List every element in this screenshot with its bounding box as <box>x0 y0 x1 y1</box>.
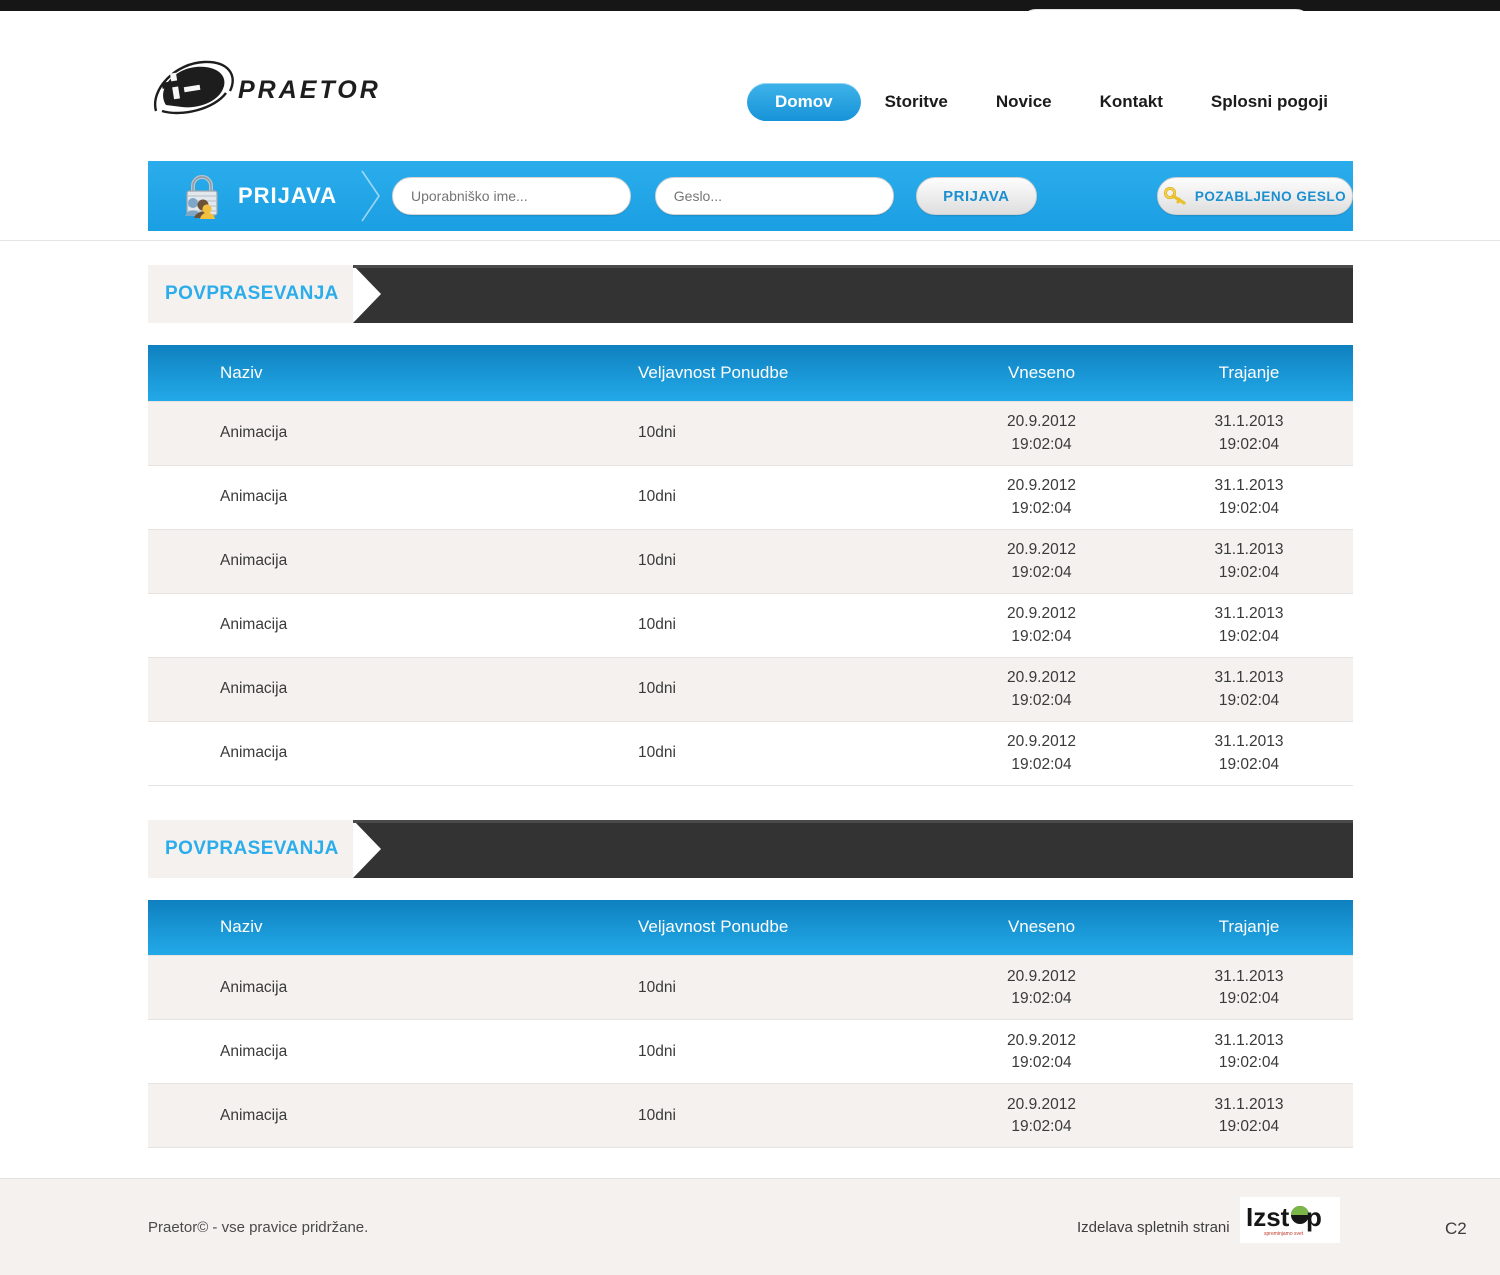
cell-vneseno <box>938 401 1145 465</box>
trajanje-stack <box>1145 1097 1353 1135</box>
col-header-trajanje[interactable]: Trajanje <box>1145 900 1353 956</box>
vneseno-time: 19:02:04 <box>1011 563 1072 581</box>
trajanje-time: 19:02:04 <box>1218 499 1280 517</box>
col-header-vneseno[interactable]: Vneseno <box>938 345 1145 401</box>
cell-vneseno <box>938 529 1145 593</box>
table-header-row <box>148 900 1353 956</box>
col-header-veljavnost[interactable]: Veljavnost Ponudbe <box>566 900 938 956</box>
trajanje-time: 19:02:04 <box>1218 627 1280 645</box>
vneseno-date: 20.9.2012 <box>1007 605 1076 622</box>
password-field-wrapper[interactable] <box>655 177 894 215</box>
vneseno-time: 19:02:04 <box>1011 499 1072 517</box>
vneseno-stack <box>938 414 1145 452</box>
trajanje-time: 19:02:04 <box>1218 990 1280 1007</box>
section-label-2 <box>148 820 353 878</box>
cell-vneseno <box>938 956 1145 1020</box>
vneseno-time: 19:02:04 <box>1011 691 1072 709</box>
vneseno-time: 19:02:04 <box>1011 755 1072 773</box>
cell-vneseno <box>938 1084 1145 1148</box>
trajanje-stack <box>1145 542 1353 580</box>
nav-item-kontakt[interactable]: Kontakt <box>1099 92 1163 111</box>
izstop-logo-icon <box>1244 1200 1336 1240</box>
vneseno-date: 20.9.2012 <box>1007 541 1076 558</box>
trajanje-stack <box>1145 1033 1353 1071</box>
login-bar-title-group <box>148 161 388 231</box>
section-title-1: POVPRASEVANJA <box>165 283 339 304</box>
nav-item-splosni-pogoji[interactable]: Splosni pogoji <box>1210 92 1328 111</box>
svg-text:Izst: Izst <box>1246 1202 1290 1232</box>
login-submit-button[interactable] <box>916 177 1038 215</box>
cell-veljavnost: 10dni <box>566 1020 938 1084</box>
cell-vneseno <box>938 593 1145 657</box>
svg-text:spreminjamo svet: spreminjamo svet <box>1264 1231 1304 1237</box>
chevron-separator-icon <box>360 169 382 223</box>
section-title-2: POVPRASEVANJA <box>165 837 339 859</box>
trajanje-stack <box>1145 969 1353 1007</box>
cell-trajanje <box>1145 1020 1353 1084</box>
cell-trajanje <box>1145 401 1353 465</box>
section-header-1 <box>148 265 1353 323</box>
table-header-row <box>148 345 1353 401</box>
trajanje-time: 19:02:04 <box>1218 435 1280 453</box>
table-row[interactable] <box>148 657 1353 721</box>
key-icon <box>1164 187 1186 205</box>
cell-naziv: Animacija <box>148 593 566 657</box>
password-input[interactable] <box>674 188 875 204</box>
main-nav <box>747 83 1352 121</box>
cell-naziv: Animacija <box>148 1084 566 1148</box>
col-header-naziv[interactable]: Naziv <box>148 900 566 956</box>
cell-veljavnost: 10dni <box>566 956 938 1020</box>
vneseno-date: 20.9.2012 <box>1007 477 1076 494</box>
cell-trajanje <box>1145 529 1353 593</box>
cell-veljavnost: 10dni <box>566 401 938 465</box>
trajanje-date: 31.1.2013 <box>1214 967 1284 985</box>
login-submit-label: PRIJAVA <box>943 187 1010 205</box>
praetor-logo-icon <box>148 59 234 121</box>
trajanje-time: 19:02:04 <box>1218 563 1280 581</box>
site-footer <box>0 1178 1500 1275</box>
vneseno-stack <box>938 606 1145 644</box>
cell-veljavnost: 10dni <box>566 1084 938 1148</box>
cell-naziv: Animacija <box>148 465 566 529</box>
cell-naziv: Animacija <box>148 529 566 593</box>
cell-trajanje <box>1145 721 1353 785</box>
cell-naziv: Animacija <box>148 721 566 785</box>
col-header-veljavnost[interactable]: Veljavnost Ponudbe <box>566 345 938 401</box>
vneseno-stack <box>938 734 1145 772</box>
trajanje-date: 31.1.2013 <box>1214 541 1284 558</box>
vneseno-time: 19:02:04 <box>1011 435 1072 453</box>
vneseno-date: 20.9.2012 <box>1007 733 1076 750</box>
vneseno-time: 19:02:04 <box>1011 1054 1072 1071</box>
cell-naziv: Animacija <box>148 657 566 721</box>
trajanje-time: 19:02:04 <box>1218 1054 1280 1071</box>
vneseno-date: 20.9.2012 <box>1007 1031 1076 1049</box>
footer-code: C2 <box>1445 1219 1467 1238</box>
trajanje-date: 31.1.2013 <box>1214 477 1284 494</box>
vneseno-date: 20.9.2012 <box>1007 413 1076 430</box>
footer-credit-text: Izdelava spletnih strani <box>1077 1219 1230 1236</box>
vneseno-date: 20.9.2012 <box>1007 967 1076 985</box>
section-arrow-2 <box>353 820 1353 878</box>
cell-trajanje <box>1145 956 1353 1020</box>
cell-naziv: Animacija <box>148 401 566 465</box>
footer-copyright: Praetor© - vse pravice pridržane. <box>148 1219 369 1236</box>
vneseno-stack <box>938 1033 1145 1071</box>
cell-veljavnost: 10dni <box>566 657 938 721</box>
cell-vneseno <box>938 465 1145 529</box>
trajanje-date: 31.1.2013 <box>1214 413 1284 430</box>
trajanje-time: 19:02:04 <box>1218 755 1280 773</box>
cell-trajanje <box>1145 1084 1353 1148</box>
vneseno-stack <box>938 969 1145 1007</box>
cell-veljavnost: 10dni <box>566 465 938 529</box>
section-header-2 <box>148 820 1353 878</box>
vneseno-time: 19:02:04 <box>1011 990 1072 1007</box>
trajanje-stack <box>1145 478 1353 516</box>
section-label-1 <box>148 265 353 323</box>
vneseno-date: 20.9.2012 <box>1007 669 1076 686</box>
site-header <box>0 11 1500 141</box>
forgot-password-label: POZABLJENO GESLO <box>1194 188 1347 204</box>
table-row[interactable] <box>148 401 1353 465</box>
forgot-password-button[interactable] <box>1157 177 1353 215</box>
svg-text:p: p <box>1306 1202 1322 1232</box>
cell-trajanje <box>1145 593 1353 657</box>
nav-item-domov[interactable]: Domov <box>747 83 861 121</box>
brand-logo[interactable] <box>148 59 381 121</box>
cell-veljavnost: 10dni <box>566 593 938 657</box>
cell-trajanje <box>1145 465 1353 529</box>
cell-veljavnost: 10dni <box>566 529 938 593</box>
cell-vneseno <box>938 721 1145 785</box>
table-row[interactable] <box>148 1084 1353 1148</box>
section-arrow-1 <box>353 265 1353 323</box>
trajanje-date: 31.1.2013 <box>1214 733 1284 750</box>
brand-wordmark: PRAETOR <box>238 75 381 104</box>
cell-vneseno <box>938 657 1145 721</box>
table-row[interactable] <box>148 1020 1353 1084</box>
vneseno-stack <box>938 1097 1145 1135</box>
login-title: PRIJAVA <box>238 183 338 208</box>
username-input[interactable] <box>411 188 612 204</box>
trajanje-time: 19:02:04 <box>1218 691 1280 709</box>
col-header-vneseno[interactable]: Vneseno <box>938 900 1145 956</box>
table-row[interactable] <box>148 721 1353 785</box>
trajanje-stack <box>1145 606 1353 644</box>
col-header-naziv[interactable]: Naziv <box>148 345 566 401</box>
trajanje-stack <box>1145 734 1353 772</box>
cell-vneseno <box>938 1020 1145 1084</box>
vneseno-time: 19:02:04 <box>1011 1118 1072 1135</box>
povprasevanja-table-2 <box>148 900 1353 1149</box>
izstop-logo[interactable] <box>1240 1197 1340 1243</box>
trajanje-stack <box>1145 414 1353 452</box>
vneseno-stack <box>938 542 1145 580</box>
nav-item-storitve[interactable]: Storitve <box>884 92 948 111</box>
trajanje-date: 31.1.2013 <box>1214 1031 1284 1049</box>
trajanje-date: 31.1.2013 <box>1214 605 1284 622</box>
table-row[interactable] <box>148 593 1353 657</box>
vneseno-stack <box>938 478 1145 516</box>
login-bar <box>148 161 1353 231</box>
vneseno-time: 19:02:04 <box>1011 627 1072 645</box>
table-row[interactable] <box>148 529 1353 593</box>
cell-naziv: Animacija <box>148 1020 566 1084</box>
table-row[interactable] <box>148 956 1353 1020</box>
nav-item-novice[interactable]: Novice <box>995 92 1052 111</box>
povprasevanja-table-1 <box>148 345 1353 786</box>
col-header-trajanje[interactable]: Trajanje <box>1145 345 1353 401</box>
table-row[interactable] <box>148 465 1353 529</box>
lock-users-icon <box>180 173 224 219</box>
trajanje-stack <box>1145 670 1353 708</box>
vneseno-date: 20.9.2012 <box>1007 1095 1076 1113</box>
cell-veljavnost: 10dni <box>566 721 938 785</box>
main-content <box>0 241 1500 1148</box>
trajanje-date: 31.1.2013 <box>1214 669 1284 686</box>
cell-trajanje <box>1145 657 1353 721</box>
vneseno-stack <box>938 670 1145 708</box>
cell-naziv: Animacija <box>148 956 566 1020</box>
trajanje-time: 19:02:04 <box>1218 1118 1280 1135</box>
username-field-wrapper[interactable] <box>392 177 631 215</box>
trajanje-date: 31.1.2013 <box>1214 1095 1284 1113</box>
